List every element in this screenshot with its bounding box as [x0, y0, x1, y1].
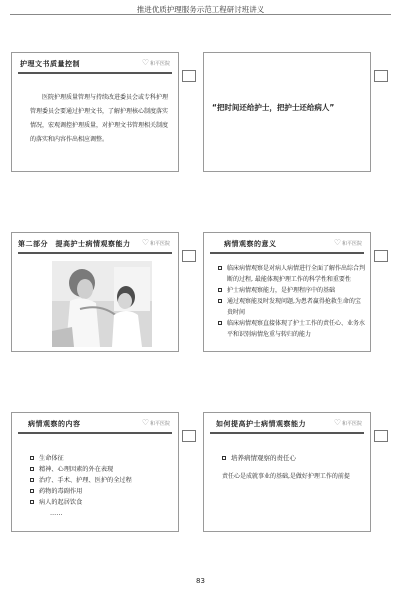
list-item: 培养病情观察的责任心	[222, 453, 362, 464]
bullet-icon	[218, 321, 222, 325]
list-item: 精神、心理因素的外在表现	[30, 464, 170, 475]
bullet-icon	[30, 456, 34, 460]
slide-6	[203, 412, 371, 532]
slide-5	[11, 412, 179, 532]
bullet-list	[218, 263, 366, 340]
list-item: 药物的毒副作用	[30, 486, 170, 497]
slide-title: 病情观察的内容	[28, 420, 81, 428]
list-item: 临床病情观察直接体现了护士工作的责任心、业务水平和识别病情危重与转归的能力	[218, 318, 366, 340]
bullet-icon	[30, 500, 34, 504]
slide-body: 责任心是成就事业的基础,是做好护理工作的前提	[222, 473, 350, 480]
bullet-icon	[30, 478, 34, 482]
slide-quote: “把时间还给护士，把护士还给病人”	[212, 103, 335, 112]
slide-title: 如何提高护士病情观察能力	[216, 420, 306, 428]
bullet-icon	[30, 489, 34, 493]
hospital-logo: ♡和平医院	[141, 58, 170, 67]
bullet-icon	[218, 299, 222, 303]
notes-box	[182, 70, 196, 82]
notes-box	[182, 430, 196, 442]
slide-4	[203, 232, 371, 352]
hospital-logo: ♡和平医院	[141, 418, 170, 427]
logo-icon: ♡	[141, 238, 149, 247]
bullet-icon	[30, 467, 34, 471]
slide-title: 第二部分 提高护士病情观察能力	[18, 240, 131, 248]
bullet-icon	[222, 456, 226, 460]
logo-icon: ♡	[333, 418, 341, 427]
page-number: 83	[196, 577, 205, 585]
notes-box	[374, 250, 388, 262]
slide-2	[203, 52, 371, 172]
bullet-list	[30, 453, 170, 519]
hospital-logo: ♡和平医院	[333, 238, 362, 247]
logo-icon: ♡	[141, 418, 149, 427]
document-header: 推进优质护理服务示范工程研讨班讲义	[136, 5, 265, 14]
slide-body: 医院护理质量管理与持续改进委员会或专科护理管理委员会要通过护理文书，了解护理核心制度落实情况，宏观调控护理质量，对护理文书管理相关制度的落实和内容作出相应调整。	[30, 94, 169, 143]
list-item: 生命体征	[30, 453, 170, 464]
slide-1	[11, 52, 179, 172]
notes-box	[374, 430, 388, 442]
slide-3	[11, 232, 179, 352]
logo-icon: ♡	[141, 58, 149, 67]
slide-title: 病情观察的意义	[224, 240, 277, 248]
notes-box	[374, 70, 388, 82]
bullet-icon	[218, 288, 222, 292]
list-item: 病人的起居饮食	[30, 497, 170, 508]
logo-icon: ♡	[333, 238, 341, 247]
notes-box	[182, 250, 196, 262]
bullet-icon	[218, 266, 222, 270]
slide-title: 护理文书质量控制	[20, 60, 80, 68]
nurse-patient-photo	[52, 261, 152, 347]
list-item: 护士病情观察能力，是护理程序中的基础	[218, 285, 366, 296]
list-item: 治疗、手术、护理、医护的全过程	[30, 475, 170, 486]
list-item: 临床病情观察是对病人病情进行全面了解作出综合判断的过程, 最能体现护理工作的科学性和重要性	[218, 263, 366, 285]
list-item-ellipsis: ……	[50, 510, 63, 517]
list-item: 通过观察能及时发现问题,为患者赢得抢救生命的宝贵时间	[218, 296, 366, 318]
hospital-logo: ♡和平医院	[141, 238, 170, 247]
bullet-list	[222, 453, 362, 464]
hospital-logo: ♡和平医院	[333, 418, 362, 427]
header-divider	[10, 14, 391, 15]
